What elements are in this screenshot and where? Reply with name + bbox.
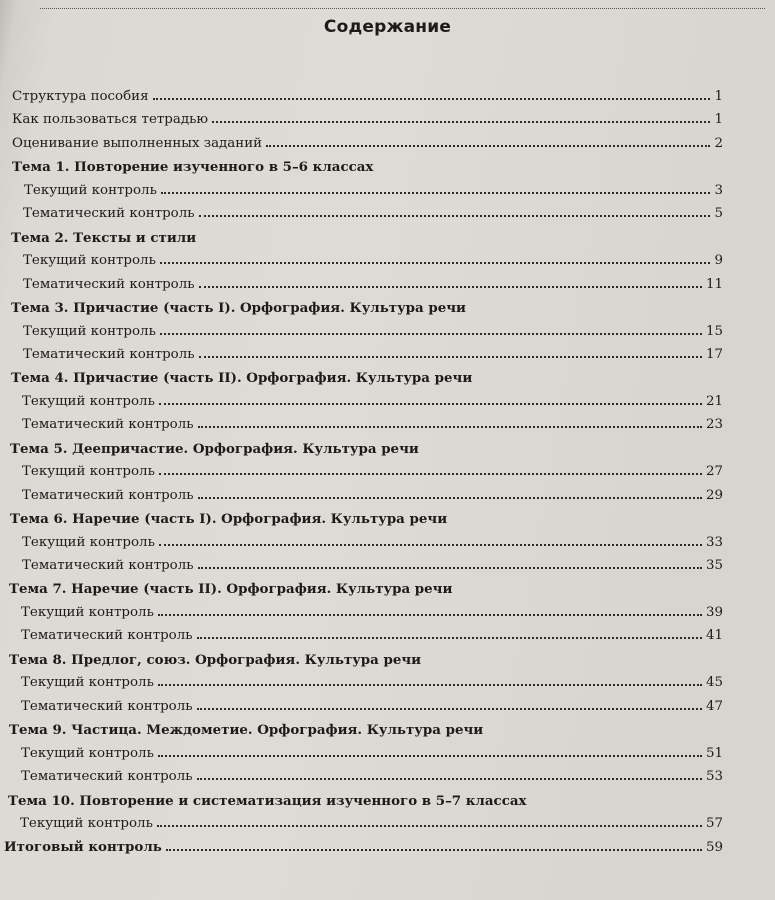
page-number: 9 <box>714 253 723 269</box>
toc-entry <box>23 346 723 364</box>
toc-label: Тематический контроль <box>22 487 194 503</box>
toc-entry <box>23 276 723 294</box>
toc-label: Тема 7. Наречие (часть II). Орфография. Культура речи <box>9 581 453 598</box>
toc-label: Текущий контроль <box>22 393 155 409</box>
page-number: 29 <box>705 487 723 503</box>
page-number: 17 <box>705 346 723 362</box>
toc-label: Текущий контроль <box>22 534 155 550</box>
leader-dots <box>266 145 710 147</box>
toc-entry <box>20 815 723 833</box>
toc-entry <box>21 768 723 786</box>
toc-label: Текущий контроль <box>21 604 154 620</box>
toc-label: Тема 4. Причастие (часть II). Орфография. Культура речи <box>11 370 473 387</box>
leader-dots <box>153 98 711 100</box>
toc-entry <box>21 698 723 716</box>
leader-dots <box>198 567 702 569</box>
toc-heading <box>11 229 196 247</box>
toc-label: Тематический контроль <box>23 276 195 292</box>
toc-label: Тематический контроль <box>21 769 193 785</box>
toc-label: Текущий контроль <box>23 253 156 269</box>
toc-label: Тематический контроль <box>21 698 193 714</box>
leader-dots <box>198 426 702 428</box>
toc-label: Структура пособия <box>12 89 149 104</box>
toc-label: Текущий контроль <box>21 745 154 761</box>
toc-entry <box>22 557 723 575</box>
leader-dots <box>157 825 702 827</box>
toc-entry <box>24 182 723 200</box>
toc-label: Тема 2. Тексты и стили <box>11 229 197 246</box>
toc-heading <box>9 721 483 739</box>
toc-heading <box>9 580 452 598</box>
toc-label: Тема 9. Частица. Междометие. Орфография. Культура речи <box>9 722 484 739</box>
leader-dots <box>197 637 702 639</box>
toc-label: Тематический контроль <box>23 346 195 362</box>
toc-label: Текущий контроль <box>23 323 156 339</box>
toc-entry <box>12 88 723 106</box>
page-number: 51 <box>705 745 723 761</box>
page-number: 1 <box>714 89 723 104</box>
leader-dots <box>197 778 702 780</box>
toc-label: Тема 10. Повторение и систематизация изученного в 5–7 классах <box>8 792 527 809</box>
toc-entry <box>22 416 723 434</box>
page-number: 3 <box>714 182 723 198</box>
toc-label: Тема 5. Деепричастие. Орфография. Культура речи <box>10 440 419 457</box>
leader-dots <box>198 497 702 499</box>
page-number: 1 <box>714 112 723 128</box>
page-title: Содержание <box>323 17 452 37</box>
leader-dots <box>159 473 702 475</box>
leader-dots <box>158 755 702 757</box>
page-number: 11 <box>705 276 723 292</box>
toc-heading <box>9 651 421 669</box>
page-number: 53 <box>705 769 723 785</box>
toc-entry <box>22 534 723 552</box>
page-number: 35 <box>705 558 723 573</box>
toc-label: Текущий контроль <box>22 464 155 480</box>
toc-entry <box>22 463 723 481</box>
toc-entry <box>22 487 723 505</box>
page-number: 45 <box>705 675 723 691</box>
page-number: 57 <box>705 815 723 831</box>
toc-label: Тема 8. Предлог, союз. Орфография. Культура речи <box>9 651 422 668</box>
page-number: 41 <box>705 628 723 644</box>
toc-entry <box>21 627 723 645</box>
toc-heading <box>11 369 472 387</box>
toc-label: Тематический контроль <box>22 558 194 573</box>
page-number: 2 <box>714 135 723 151</box>
toc-entry <box>22 393 723 411</box>
toc-entry <box>12 135 723 153</box>
toc-entry <box>4 838 723 857</box>
toc-heading <box>8 792 527 810</box>
toc-entry <box>23 323 723 341</box>
toc-label: Как пользоваться тетрадью <box>12 112 209 128</box>
leader-dots <box>166 849 702 851</box>
toc-label: Тематический контроль <box>23 206 195 222</box>
toc-label: Текущий контроль <box>21 675 154 691</box>
toc-label: Тематический контроль <box>21 628 193 644</box>
toc-entry <box>23 205 723 223</box>
leader-dots <box>158 684 702 686</box>
leader-dots <box>160 333 702 335</box>
leader-dots <box>197 708 702 710</box>
toc-heading <box>10 440 419 458</box>
page-number: 47 <box>705 698 723 714</box>
toc-heading <box>12 158 373 176</box>
page-number: 21 <box>705 393 723 409</box>
toc-label: Текущий контроль <box>24 182 157 198</box>
page-number: 23 <box>705 417 723 433</box>
toc-entry <box>12 111 723 129</box>
leader-dots <box>158 614 702 616</box>
leader-dots <box>160 262 711 264</box>
leader-dots <box>161 192 711 194</box>
page-number: 5 <box>714 206 723 222</box>
page-number: 15 <box>705 323 723 339</box>
leader-dots <box>159 544 702 546</box>
toc-entry <box>21 674 723 692</box>
leader-dots <box>199 356 702 358</box>
page-number: 27 <box>705 464 723 480</box>
toc-label: Оценивание выполненных заданий <box>12 135 263 151</box>
toc-entry <box>23 252 723 270</box>
toc-heading <box>10 510 447 528</box>
toc-label: Итоговый контроль <box>4 839 162 856</box>
toc-label: Тема 1. Повторение изученного в 5–6 классах <box>12 159 374 176</box>
leader-dots <box>159 403 702 405</box>
toc-label: Тема 6. Наречие (часть I). Орфография. Культура речи <box>10 511 448 528</box>
toc-label: Текущий контроль <box>20 815 153 831</box>
toc-entry <box>21 604 723 622</box>
page-number: 59 <box>705 840 723 856</box>
leader-dots <box>199 215 711 217</box>
toc-label: Тематический контроль <box>22 417 194 433</box>
toc-entry <box>21 745 723 763</box>
leader-dots <box>212 121 710 123</box>
toc-heading <box>11 299 466 317</box>
toc-label: Тема 3. Причастие (часть I). Орфография. Культура речи <box>11 300 466 317</box>
page-number: 33 <box>705 534 723 550</box>
leader-dots <box>199 286 702 288</box>
page-number: 39 <box>705 604 723 620</box>
